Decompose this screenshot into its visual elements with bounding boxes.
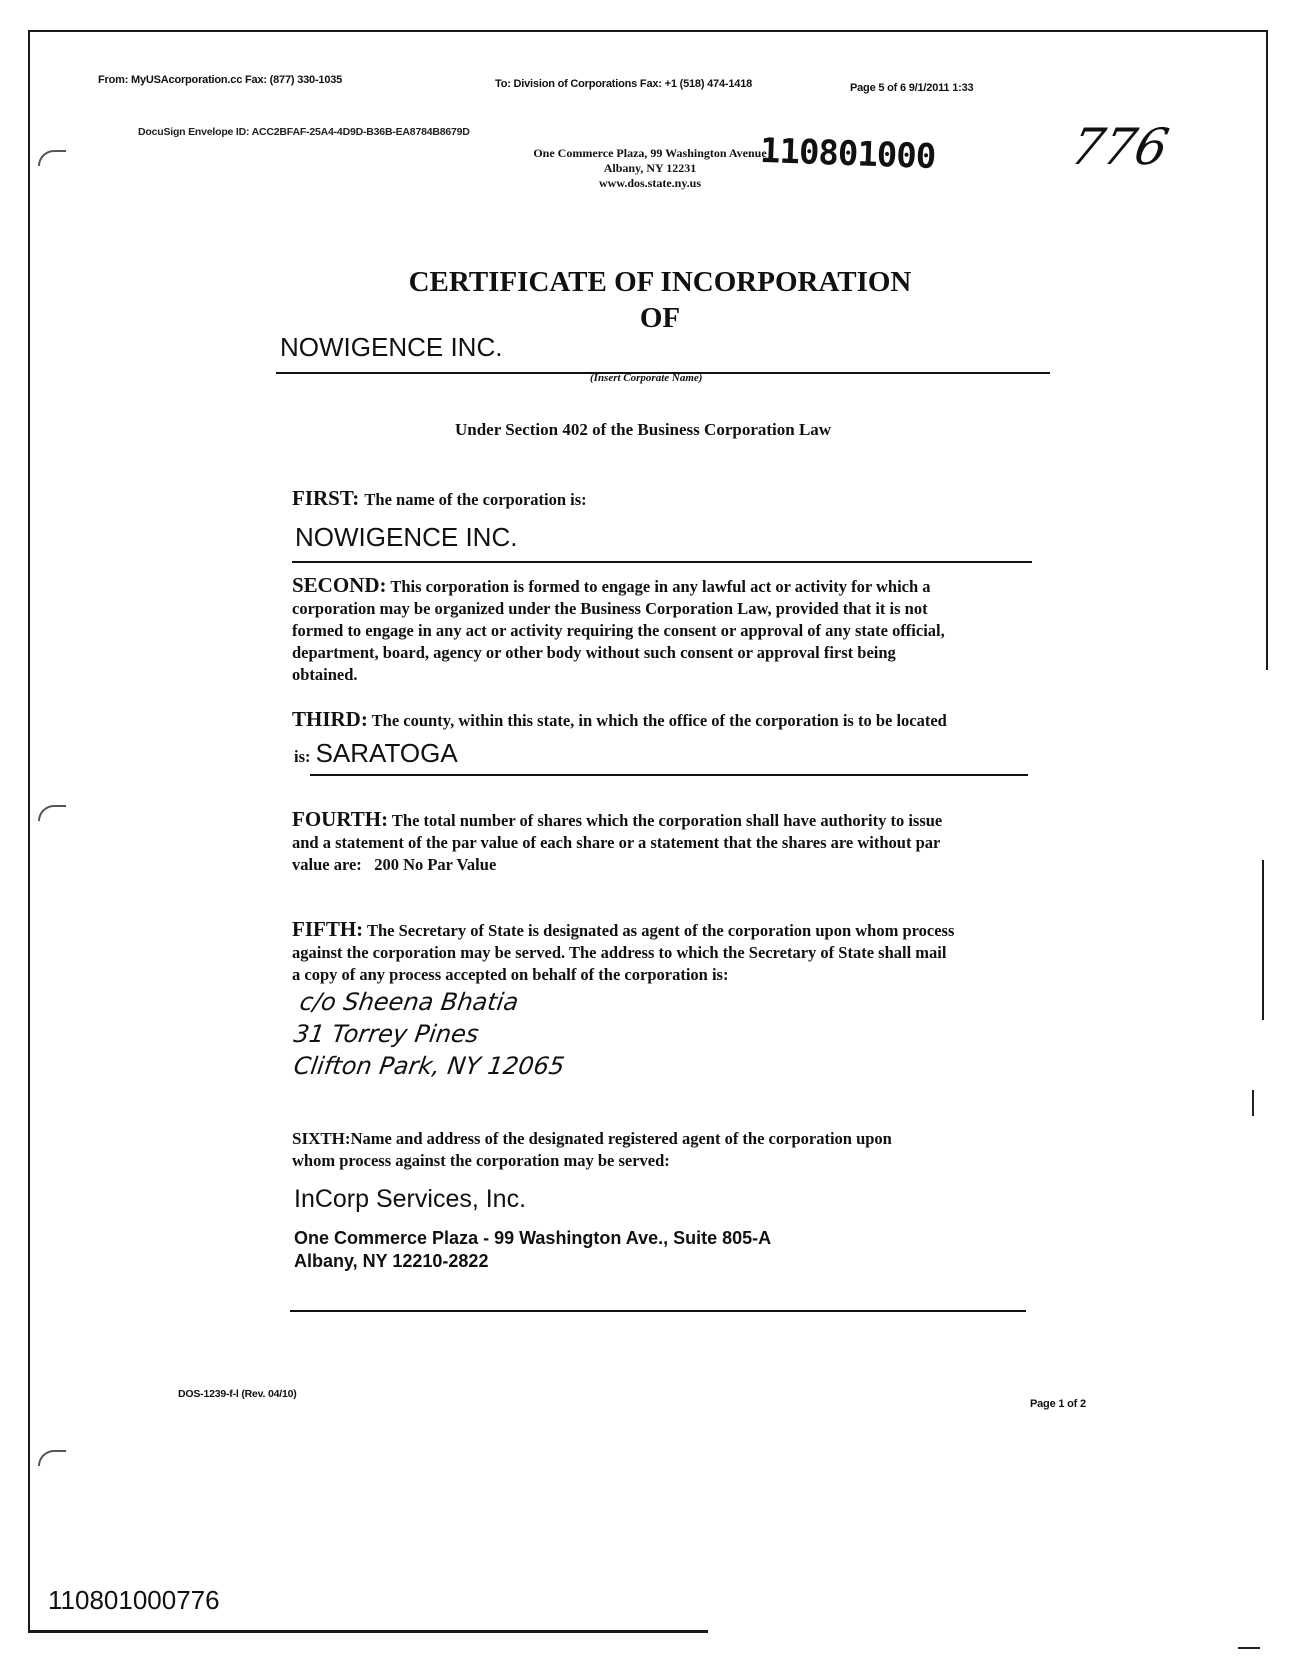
document-subtitle: Under Section 402 of the Business Corporation Law (455, 420, 832, 439)
fax-page: Page 5 of 6 9/1/2011 1:33 (850, 82, 974, 94)
article-fourth-label: FOURTH: (292, 807, 389, 831)
article-sixth (292, 1128, 1052, 1172)
article-third (292, 708, 1052, 732)
agency-address (510, 146, 790, 191)
third-underline (310, 774, 1028, 776)
county-value: SARATOGA (315, 738, 458, 768)
document-title-of: OF (639, 302, 681, 334)
registered-agent-address2: Albany, NY 12210-2822 (294, 1251, 489, 1271)
registered-agent-name: InCorp Services, Inc. (294, 1185, 527, 1213)
form-number: DOS-1239-f-l (Rev. 04/10) (178, 1388, 297, 1400)
document-title: CERTIFICATE OF INCORPORATION (408, 266, 912, 298)
article-fourth-line1: The total number of shares which the corporation shall have authority to issue (391, 811, 943, 830)
article-third-text: The county, within this state, in which the office of the corporation is to be located (371, 711, 947, 730)
name-caption: (Insert Corporate Name) (590, 372, 703, 384)
article-sixth-line2: whom process against the corporation may be served: (292, 1151, 670, 1170)
scan-mark (1252, 1090, 1254, 1116)
process-address-line1: c/o Sheena Bhatia (298, 988, 521, 1016)
sixth-underline (290, 1310, 1026, 1312)
fax-to: To: Division of Corporations Fax: +1 (518) 474-1418 (495, 78, 753, 90)
punch-hole-mark (38, 1450, 66, 1466)
scan-border-left (28, 30, 30, 1630)
article-second (292, 574, 1052, 686)
article-sixth-line1: Name and address of the designated registered agent of the corporation upon (350, 1129, 892, 1148)
article-fifth-line1: The Secretary of State is designated as agent of the corporation upon whom process (367, 921, 955, 940)
article-fourth (292, 808, 1052, 876)
article-second-line2: corporation may be organized under the Business Corporation Law, provided that it is not (292, 599, 928, 618)
fax-from: From: MyUSAcorporation.cc Fax: (877) 330-1035 (98, 74, 343, 86)
scan-mark (1238, 1647, 1260, 1649)
article-first-text: The name of the corporation is: (364, 490, 587, 509)
page-number: Page 1 of 2 (1030, 1398, 1086, 1410)
process-address-line2: 31 Torrey Pines (292, 1020, 481, 1048)
article-fifth-line2: against the corporation may be served. The address to which the Secretary of State shall mail (292, 943, 947, 962)
shares-value: 200 No Par Value (374, 855, 497, 874)
article-fourth-line3: value are: (292, 855, 362, 874)
handwritten-number: 776 (1065, 118, 1174, 176)
registered-agent-address1: One Commerce Plaza - 99 Washington Ave., Suite 805-A (294, 1228, 772, 1248)
corporation-name-value: NOWIGENCE INC. (295, 522, 518, 552)
document-number: 110801000776 (48, 1585, 220, 1615)
filing-stamp-number: 110801000 (759, 130, 936, 178)
article-fifth-line3: a copy of any process accepted on behalf of the corporation is: (292, 965, 729, 984)
scan-border-bottom (28, 1630, 708, 1633)
article-first (292, 486, 587, 511)
scan-border-top (28, 30, 1268, 32)
article-fourth-line2: and a statement of the par value of each share or a statement that the shares are without par (292, 833, 941, 852)
agency-address-line2: Albany, NY 12231 (603, 161, 697, 175)
punch-hole-mark (38, 805, 66, 821)
scan-border-right (1266, 30, 1268, 670)
article-second-line3: formed to engage in any act or activity requiring the consent or approval of any state official, (292, 621, 945, 640)
article-fifth-label: FIFTH: (292, 917, 364, 941)
article-second-line4: department, board, agency or other body without such consent or approval first being (292, 643, 896, 662)
article-second-line5: obtained. (292, 665, 358, 684)
article-third-prefix: is: (294, 747, 311, 766)
agency-address-line1: One Commerce Plaza, 99 Washington Avenue (533, 146, 767, 160)
scan-border-right-lower (1262, 860, 1264, 1020)
docusign-envelope-id: DocuSign Envelope ID: ACC2BFAF-25A4-4D9D-B36B-EA8784B8679D (138, 126, 470, 138)
article-first-label: FIRST: (292, 486, 360, 510)
county-field (294, 738, 458, 769)
agency-address-line3: www.dos.state.ny.us (598, 176, 702, 190)
article-sixth-label: SIXTH: (292, 1129, 351, 1148)
corporation-name-field: NOWIGENCE INC. (280, 332, 503, 362)
article-fifth (292, 918, 1052, 986)
article-second-line1: This corporation is formed to engage in any lawful act or activity for which a (390, 577, 931, 596)
article-second-label: SECOND: (292, 573, 387, 597)
process-address-line3: Clifton Park, NY 12065 (292, 1052, 567, 1080)
article-third-label: THIRD: (292, 707, 368, 731)
punch-hole-mark (38, 150, 66, 166)
first-underline (292, 561, 1032, 563)
